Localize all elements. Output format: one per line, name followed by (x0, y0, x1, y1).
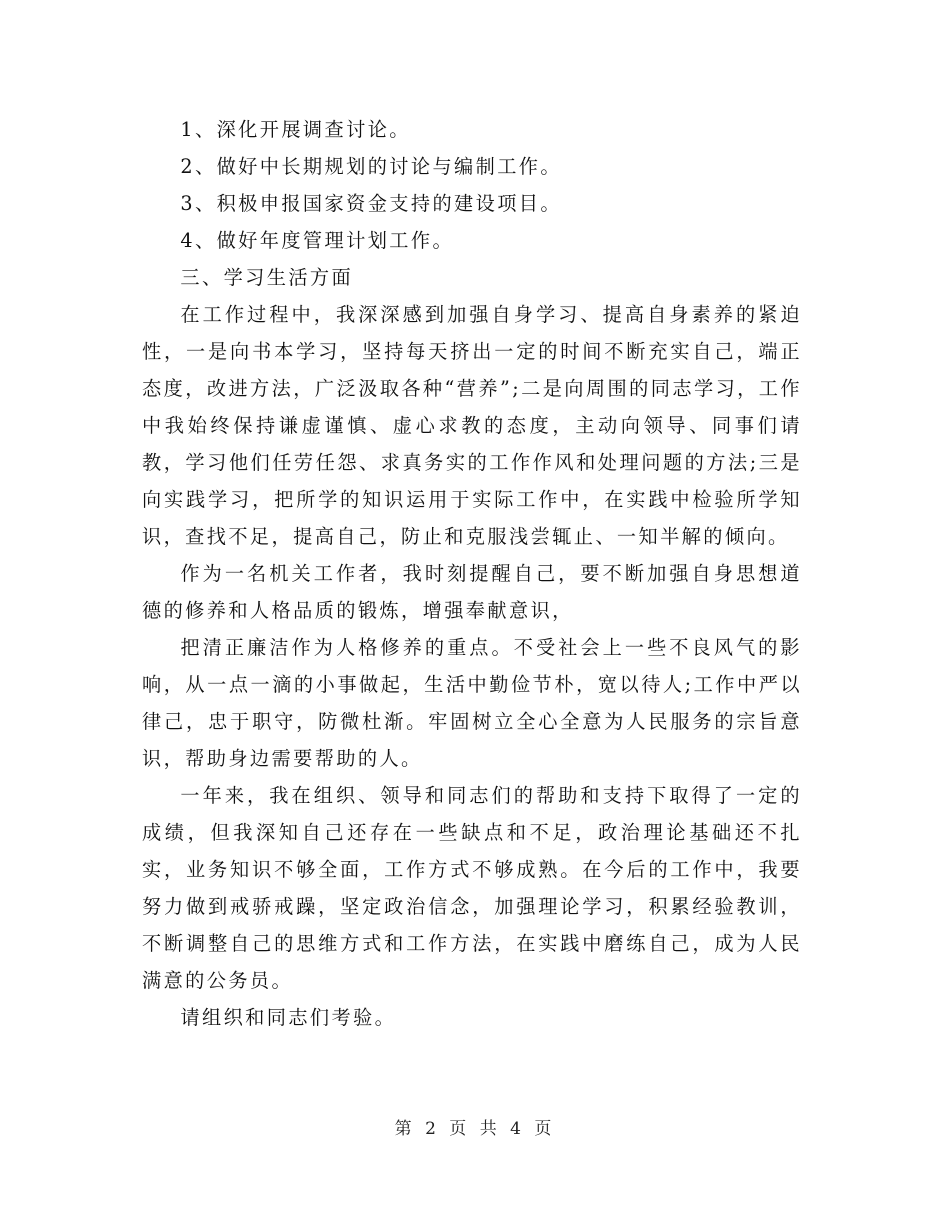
list-item-4: 4、做好年度管理计划工作。 (180, 229, 455, 252)
paragraph-self-discipline: 作为一名机关工作者，我时刻提醒自己，要不断加强自身思想道德的修养和人格品质的锻炼，增强奉献意识， (142, 562, 802, 622)
paragraph-summary: 一年来，我在组织、领导和同志们的帮助和支持下取得了一定的成绩，但我深知自己还存在一些缺点和不足，政治理论基础还不扎实，业务知识不够全面，工作方式不够成熟。在今后的工作中，我要努力做到戒骄戒躁，坚定政治信念，加强理论学习，积累经验教训，不断调整自己的思维方式和工作方法，在实践中磨练自己，成为人民满意的公务员。 (142, 784, 802, 992)
paragraph-study: 在工作过程中，我深深感到加强自身学习、提高自身素养的紧迫性，一是向书本学习，坚持每天挤出一定的时间不断充实自己，端正态度，改进方法，广泛汲取各种“营养”;二是向周围的同志学习，工作中我始终保持谦虚谨慎、虚心求教的态度，主动向领导、同事们请教，学习他们任劳任怨、求真务实的工作作风和处理问题的方法;三是向实践学习，把所学的知识运用于实际工作中，在实践中检验所学知识，查找不足，提高自己，防止和克服浅尝辄止、一知半解的倾向。 (142, 303, 802, 548)
list-item-1: 1、深化开展调查讨论。 (180, 118, 411, 141)
paragraph-closing: 请组织和同志们考验。 (180, 1006, 397, 1029)
list-item-3: 3、积极申报国家资金支持的建设项目。 (180, 192, 562, 215)
section-heading: 三、学习生活方面 (180, 266, 354, 289)
paragraph-integrity: 把清正廉洁作为人格修养的重点。不受社会上一些不良风气的影响，从一点一滴的小事做起，生活中勤俭节朴，宽以待人;工作中严以律己，忠于职守，防微杜渐。牢固树立全心全意为人民服务的宗旨意识，帮助身边需要帮助的人。 (142, 636, 802, 770)
page-number-footer: 第 2 页 共 4 页 (394, 1119, 556, 1139)
document-body (142, 111, 802, 1036)
list-item-2: 2、做好中长期规划的讨论与编制工作。 (180, 155, 562, 178)
